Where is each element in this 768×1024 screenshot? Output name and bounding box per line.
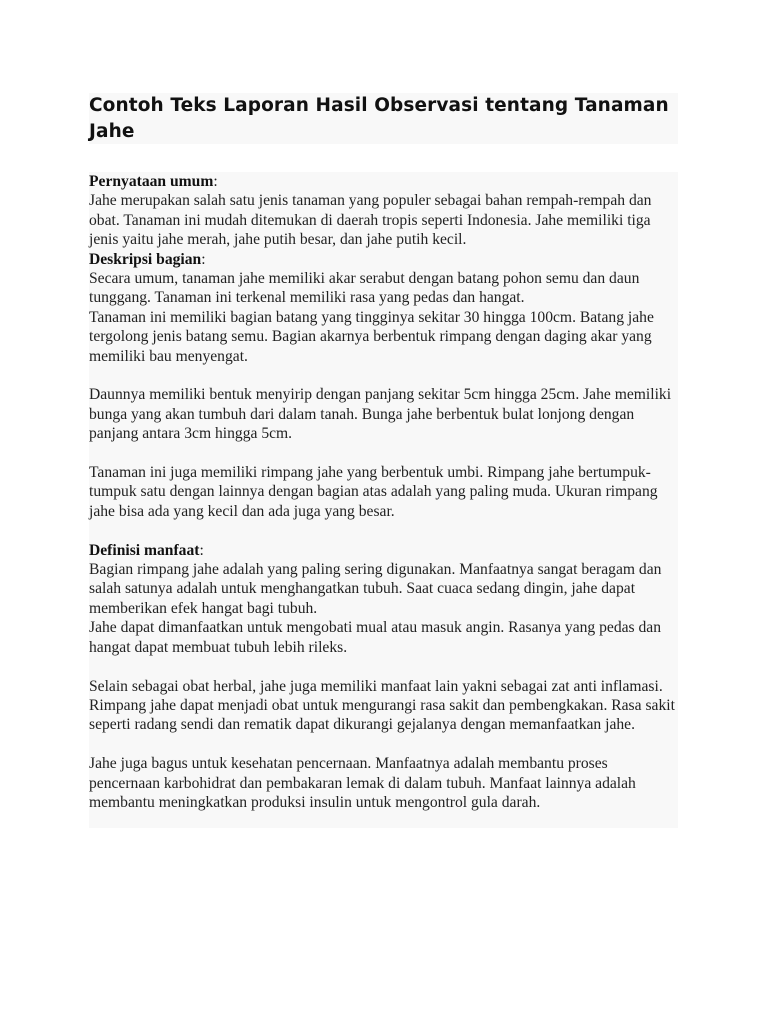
page-title: Contoh Teks Laporan Hasil Observasi tentang Tanaman Jahe: [89, 95, 669, 142]
paragraph-deskripsi-bagian-1: Secara umum, tanaman jahe memiliki akar serabut dengan batang pohon semu dan daun tunggang. Tanaman ini terkenal memiliki rasa yang pedas dan hangat.: [89, 270, 640, 307]
section-heading-pernyataan-umum: [89, 172, 678, 191]
paragraph-gap: [89, 521, 678, 540]
paragraph-gap: [89, 735, 678, 754]
section-heading-deskripsi-bagian: [89, 250, 678, 269]
heading-colon: :: [201, 250, 206, 268]
paragraph-deskripsi-bagian-4: Tanaman ini juga memiliki rimpang jahe yang berbentuk umbi. Rimpang jahe bertumpuk-tumpuk satu dengan lainnya dengan bagian atas adalah yang paling muda. Ukuran rimpang jahe bisa ada yang kecil dan ada juga yang besar.: [89, 464, 658, 520]
paragraph-definisi-manfaat-1: Bagian rimpang jahe adalah yang paling sering digunakan. Manfaatnya sangat beragam dan salah satunya adalah untuk menghangatkan tubuh. Saat cuaca sedang dingin, jahe dapat memberikan efek hangat bagi tubuh.: [89, 561, 662, 617]
section-heading-definisi-manfaat: [89, 541, 678, 560]
paragraph-gap: [89, 444, 678, 463]
heading-colon: :: [213, 173, 218, 190]
paragraph-gap: [89, 366, 678, 385]
title-block: [89, 93, 678, 144]
paragraph-deskripsi-bagian-2: Tanaman ini memiliki bagian batang yang tingginya sekitar 30 hingga 100cm. Batang jahe tergolong jenis batang semu. Bagian akarnya berbentuk rimpang dengan daging akar yang memiliki bau menyengat.: [89, 308, 654, 365]
heading-colon: :: [199, 541, 204, 559]
paragraph-deskripsi-bagian-3: Daunnya memiliki bentuk menyirip dengan panjang sekitar 5cm hingga 25cm. Jahe memiliki bunga yang akan tumbuh dari dalam tanah. Bunga jahe berbentuk bulat lonjong dengan panjang antara 3cm hingga 5cm.: [89, 386, 672, 443]
paragraph-definisi-manfaat-2: Jahe dapat dimanfaatkan untuk mengobati mual atau masuk angin. Rasanya yang pedas dan hangat dapat membuat tubuh lebih rileks.: [89, 619, 662, 656]
paragraph-pernyataan-umum-1: Jahe merupakan salah satu jenis tanaman yang populer sebagai bahan rempah-rempah dan obat. Tanaman ini mudah ditemukan di daerah tropis seperti Indonesia. Jahe memiliki tiga jenis yaitu jahe merah, jahe putih besar, dan jahe putih kecil.: [89, 192, 652, 249]
heading-text: Definisi manfaat: [89, 541, 200, 559]
heading-text: Pernyataan umum: [89, 173, 214, 190]
document-body: [89, 172, 678, 828]
paragraph-definisi-manfaat-3: Selain sebagai obat herbal, jahe juga memiliki manfaat lain yakni sebagai zat anti inflamasi. Rimpang jahe dapat menjadi obat untuk mengurangi rasa sakit dan pembengkakan. Rasa sakit seperti radang sendi dan rematik dapat dikurangi gejalanya dengan memanfaatkan jahe.: [89, 677, 675, 734]
heading-text: Deskripsi bagian: [89, 250, 202, 268]
paragraph-definisi-manfaat-4: Jahe juga bagus untuk kesehatan pencernaan. Manfaatnya adalah membantu proses pencernaan karbohidrat dan pembakaran lemak di dalam tubuh. Manfaat lainnya adalah membantu meningkatkan produksi insulin untuk mengontrol gula darah.: [89, 755, 636, 811]
paragraph-gap: [89, 657, 678, 676]
